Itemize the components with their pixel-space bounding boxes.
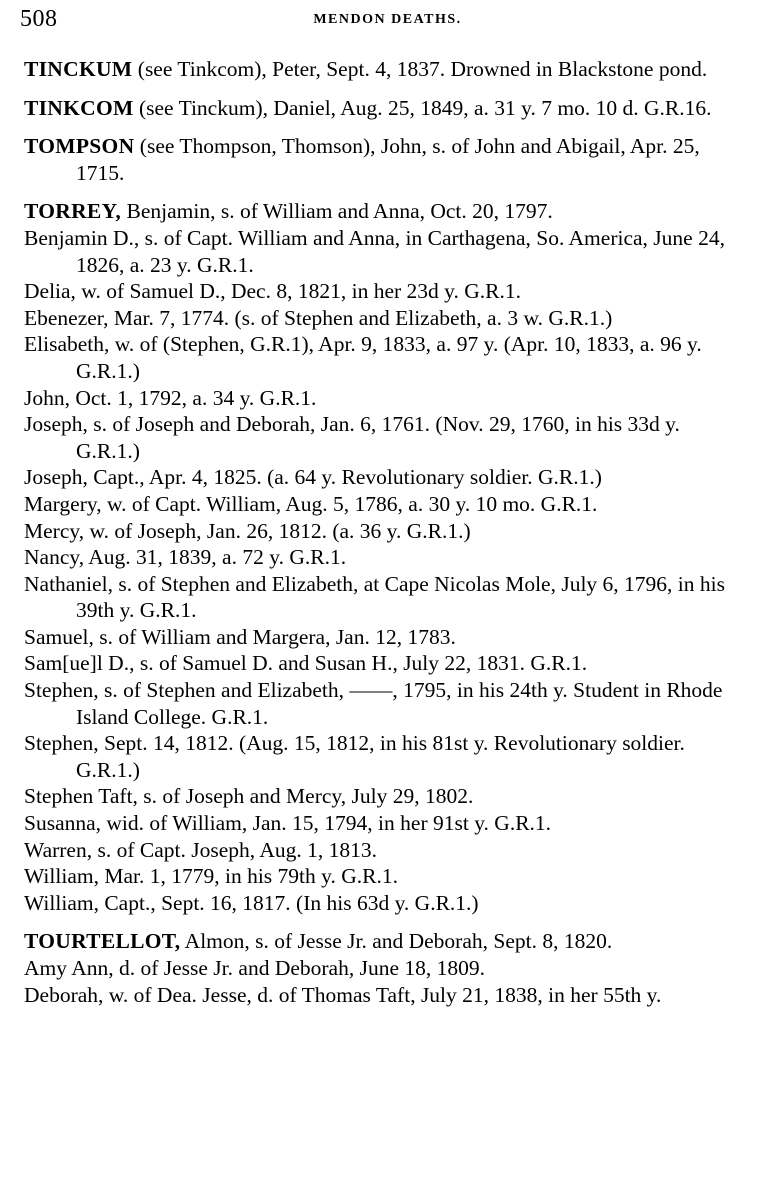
surname-heading: TOURTELLOT, bbox=[24, 929, 181, 954]
death-record-entry bbox=[24, 385, 744, 412]
record-text: Nathaniel, s. of Stephen and Elizabeth, at Cape Nicolas Mole, July 6, 1796, in his 39th y. G.R.1. bbox=[24, 571, 725, 623]
death-record-entry bbox=[24, 411, 744, 464]
death-record-entry bbox=[24, 982, 744, 1009]
death-record-entry bbox=[24, 544, 744, 571]
record-text: Benjamin, s. of William and Anna, Oct. 20, 1797. bbox=[121, 199, 553, 224]
death-record-entry bbox=[24, 837, 744, 864]
record-text: Stephen Taft, s. of Joseph and Mercy, July 29, 1802. bbox=[24, 784, 474, 809]
record-text: Ebenezer, Mar. 7, 1774. (s. of Stephen and Elizabeth, a. 3 w. G.R.1.) bbox=[24, 305, 613, 330]
death-record-entry bbox=[24, 730, 744, 783]
record-text: Joseph, Capt., Apr. 4, 1825. (a. 64 y. Revolutionary soldier. G.R.1.) bbox=[24, 465, 602, 490]
record-text: Stephen, Sept. 14, 1812. (Aug. 15, 1812, in his 81st y. Revolutionary soldier. G.R.1.) bbox=[24, 731, 685, 782]
record-text: Almon, s. of Jesse Jr. and Deborah, Sept. 8, 1820. bbox=[180, 929, 613, 954]
death-record-entry bbox=[24, 225, 744, 278]
death-record-entry bbox=[24, 95, 744, 122]
record-text: Joseph, s. of Joseph and Deborah, Jan. 6, 1761. (Nov. 29, 1760, in his 33d y. G.R.1.) bbox=[24, 412, 680, 463]
surname-heading: TOMPSON bbox=[24, 134, 135, 159]
death-record-entry bbox=[24, 518, 744, 545]
page-header bbox=[20, 6, 755, 32]
record-text: Susanna, wid. of William, Jan. 15, 1794, in her 91st y. G.R.1. bbox=[24, 811, 552, 836]
death-record-entry bbox=[24, 624, 744, 651]
running-head: MENDON DEATHS. bbox=[313, 12, 462, 27]
record-text: Margery, w. of Capt. William, Aug. 5, 1786, a. 30 y. 10 mo. G.R.1. bbox=[24, 491, 598, 516]
page-number: 508 bbox=[20, 6, 58, 32]
record-text: William, Mar. 1, 1779, in his 79th y. G.R.1. bbox=[24, 864, 398, 889]
death-record-entry bbox=[24, 783, 744, 810]
record-text: Stephen, s. of Stephen and Elizabeth, ——, 1795, in his 24th y. Student in Rhode Island College. G.R.1. bbox=[24, 678, 723, 729]
death-record-entry bbox=[24, 571, 744, 624]
record-text: Mercy, w. of Joseph, Jan. 26, 1812. (a. 36 y. G.R.1.) bbox=[24, 518, 471, 543]
record-text: Elisabeth, w. of (Stephen, G.R.1), Apr. 9, 1833, a. 97 y. (Apr. 10, 1833, a. 96 y. G.R.1.) bbox=[24, 332, 702, 383]
death-record-entry bbox=[24, 56, 744, 83]
death-record-entry bbox=[24, 955, 744, 982]
surname-heading: TINKCOM bbox=[24, 95, 134, 120]
death-record-entry bbox=[24, 491, 744, 518]
record-text: Nancy, Aug. 31, 1839, a. 72 y. G.R.1. bbox=[24, 545, 347, 570]
death-record-entry bbox=[24, 198, 744, 225]
record-text: Amy Ann, d. of Jesse Jr. and Deborah, June 18, 1809. bbox=[24, 956, 486, 980]
record-text: Benjamin D., s. of Capt. William and Anna, in Carthagena, So. America, June 24, 1826, a. 23 y. G.R.1. bbox=[24, 225, 725, 277]
death-record-entry bbox=[24, 677, 744, 730]
death-record-entry bbox=[24, 890, 744, 917]
death-record-entry bbox=[24, 928, 744, 955]
record-text: Warren, s. of Capt. Joseph, Aug. 1, 1813. bbox=[24, 837, 377, 862]
death-record-entry bbox=[24, 133, 744, 186]
death-record-entry bbox=[24, 863, 744, 890]
death-record-entry bbox=[24, 650, 744, 677]
record-text: (see Thompson, Thomson), John, s. of John and Abigail, Apr. 25, 1715. bbox=[76, 134, 700, 185]
record-text: Delia, w. of Samuel D., Dec. 8, 1821, in her 23d y. G.R.1. bbox=[24, 279, 521, 304]
record-text: John, Oct. 1, 1792, a. 34 y. G.R.1. bbox=[24, 385, 317, 410]
death-record-entry bbox=[24, 464, 744, 491]
record-text: (see Tinkcom), Peter, Sept. 4, 1837. Drowned in Blackstone pond. bbox=[132, 57, 708, 81]
record-text: (see Tinckum), Daniel, Aug. 25, 1849, a. 31 y. 7 mo. 10 d. G.R.16. bbox=[133, 95, 712, 120]
death-records-list bbox=[24, 56, 744, 1008]
record-text: Sam[ue]l D., s. of Samuel D. and Susan H., July 22, 1831. G.R.1. bbox=[24, 651, 588, 676]
record-text: William, Capt., Sept. 16, 1817. (In his 63d y. G.R.1.) bbox=[24, 890, 479, 915]
death-record-entry bbox=[24, 810, 744, 837]
record-text: Deborah, w. of Dea. Jesse, d. of Thomas Taft, July 21, 1838, in her 55th y. bbox=[24, 982, 662, 1007]
record-text: Samuel, s. of William and Margera, Jan. 12, 1783. bbox=[24, 624, 456, 649]
surname-heading: TORREY, bbox=[24, 199, 122, 224]
death-record-entry bbox=[24, 278, 744, 305]
death-record-entry bbox=[24, 331, 744, 384]
death-record-entry bbox=[24, 305, 744, 332]
surname-heading: TINCKUM bbox=[24, 57, 133, 81]
